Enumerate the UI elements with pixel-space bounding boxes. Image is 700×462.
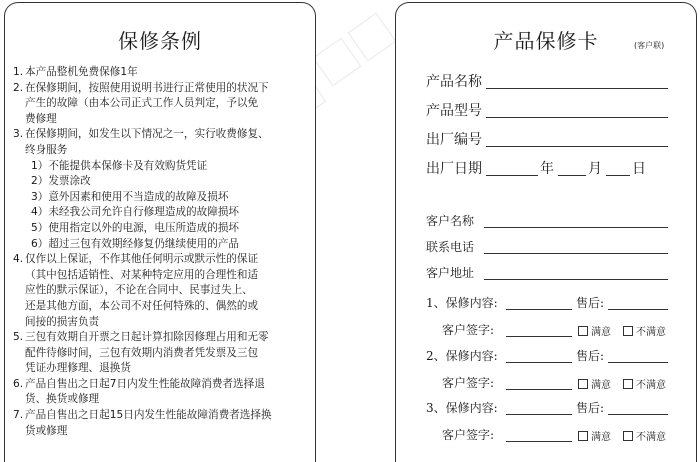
terms-line-text: 5）使用指定以外的电源，电压所造成的损坏 — [31, 221, 240, 234]
repair-1-after-field[interactable] — [608, 309, 668, 310]
terms-line-text: 三包有效期自开票之日起计算扣除因修理占用和无零 — [25, 331, 269, 344]
repair-3-sign-field[interactable] — [506, 441, 572, 442]
customer-name-label: 客户名称 — [426, 214, 475, 228]
serial-no-field[interactable] — [486, 146, 668, 147]
repair-3-content-field[interactable] — [506, 414, 572, 415]
repair-2-after-label: 售后: — [576, 349, 605, 363]
terms-line-text: （其中包括适销性、对某种特定应用的合理性和适 — [25, 268, 259, 281]
terms-line-number: 6. — [13, 377, 24, 390]
terms-line-text: 在保修期间，如发生以下情况之一，实行收费修复、 — [25, 128, 269, 141]
repair-2-after-field[interactable] — [608, 362, 668, 363]
repair-2-sign-field[interactable] — [506, 389, 572, 390]
terms-line-text: 产生的故障（由本公司正式工作人员判定，予以免 — [25, 97, 259, 110]
terms-line-text: 6）超过三包有效期经修复仍继续使用的产品 — [31, 237, 240, 250]
repair-2-label: 2、保修内容: — [426, 349, 498, 363]
repair-1-label: 1、保修内容: — [426, 296, 498, 310]
terms-line — [13, 65, 313, 81]
repair-3-after-label: 售后: — [576, 401, 605, 415]
day-label: 日 — [632, 161, 646, 177]
terms-line — [13, 299, 313, 315]
customer-name-field[interactable] — [484, 227, 668, 228]
terms-line-text: 2）发票涂改 — [31, 175, 91, 188]
card-title: 产品保修卡 — [493, 29, 599, 53]
customer-address-label: 客户地址 — [426, 266, 475, 280]
terms-line-text: 产品自售出之日起15日内发生性能故障消费者选择换 — [25, 409, 272, 422]
terms-line — [13, 174, 313, 190]
serial-no-label: 出厂编号 — [426, 132, 482, 148]
terms-line — [13, 408, 313, 424]
repair-1-unsatisfied-checkbox[interactable]: 不满意 — [623, 323, 666, 338]
repair-3-sign-label: 客户签字: — [442, 428, 495, 442]
terms-line-number: 7. — [13, 409, 24, 422]
terms-line — [13, 143, 313, 159]
terms-line — [13, 361, 313, 377]
contact-phone-label: 联系电话 — [426, 240, 475, 254]
repair-3-label: 3、保修内容: — [426, 401, 498, 415]
terms-line — [13, 377, 313, 393]
repair-3-satisfied-checkbox[interactable]: 满意 — [578, 428, 611, 443]
terms-line — [13, 346, 313, 362]
terms-line-text: 1）不能提供本保修卡及有效购货凭证 — [31, 159, 208, 172]
repair-2-sign-label: 客户签字: — [442, 376, 495, 390]
terms-line-text: 配件待修时间，三包有效期内消费者凭发票及三包 — [25, 346, 259, 359]
terms-line-text: 仅作以上保证，不作其他任何明示或默示性的保证 — [25, 253, 259, 266]
product-name-field[interactable] — [486, 88, 668, 89]
repair-1-sign-field[interactable] — [506, 336, 572, 337]
terms-line-text: 应性的默示保证），不论在合同中、民事过失上、 — [25, 284, 253, 297]
terms-line-text: 终身服务 — [25, 143, 68, 156]
terms-line-text: 4）未经我公司允许自行修理造成的故障损坏 — [31, 206, 240, 219]
repair-1-content-field[interactable] — [506, 309, 572, 310]
repair-1-satisfied-checkbox[interactable]: 满意 — [578, 323, 611, 338]
warranty-card — [395, 2, 697, 462]
terms-line — [13, 127, 313, 143]
terms-line — [13, 268, 313, 284]
terms-line-text: 产品自售出之日起7日内发生性能故障消费者选择退 — [25, 377, 265, 390]
customer-address-field[interactable] — [484, 279, 668, 280]
terms-line — [13, 237, 313, 253]
year-label: 年 — [540, 161, 554, 177]
repair-1-after-label: 售后: — [576, 296, 605, 310]
repair-3-unsatisfied-checkbox[interactable]: 不满意 — [623, 428, 666, 443]
terms-line — [13, 159, 313, 175]
terms-line-text: 本产品整机免费保修1年 — [25, 66, 138, 78]
terms-line-text: 在保修期间，按照使用说明书进行正常使用的状况下 — [25, 81, 269, 94]
product-model-label: 产品型号 — [426, 103, 482, 119]
factory-date-label: 出厂日期 — [426, 161, 482, 177]
month-label: 月 — [588, 161, 602, 177]
terms-line — [13, 252, 313, 268]
repair-3-after-field[interactable] — [608, 414, 668, 415]
terms-line-number: 3. — [13, 128, 24, 141]
product-name-label: 产品名称 — [426, 74, 482, 90]
repair-2-unsatisfied-checkbox[interactable]: 不满意 — [623, 376, 666, 391]
contact-phone-field[interactable] — [484, 253, 668, 254]
warranty-terms-card — [4, 2, 316, 462]
repair-1-sign-label: 客户签字: — [442, 323, 495, 337]
factory-year-field[interactable] — [486, 175, 538, 176]
terms-line — [13, 330, 313, 346]
terms-line — [13, 392, 313, 408]
terms-line-number: 4. — [13, 253, 24, 266]
terms-line — [13, 283, 313, 299]
terms-line-text: 费修理 — [25, 112, 57, 125]
copy-label: (客户联) — [634, 41, 665, 50]
terms-line-text: 3）意外因素和使用不当造成的故障及损坏 — [31, 190, 229, 203]
terms-line — [13, 221, 313, 237]
terms-line — [13, 190, 313, 206]
repair-2-content-field[interactable] — [506, 362, 572, 363]
terms-line-number: 1. — [13, 66, 24, 78]
terms-line — [13, 96, 313, 112]
terms-line — [13, 205, 313, 221]
terms-line-text: 还是其他方面，本公司不对任何特殊的、偶然的或 — [25, 299, 259, 312]
product-model-field[interactable] — [486, 117, 668, 118]
terms-line — [13, 315, 313, 331]
terms-list — [13, 65, 313, 439]
terms-line — [13, 81, 313, 97]
terms-line — [13, 112, 313, 128]
terms-title: 保修条例 — [118, 29, 202, 53]
terms-line-text: 凭证办理修理、退换货 — [25, 362, 131, 375]
terms-line-number: 5. — [13, 331, 24, 344]
terms-line-number: 2. — [13, 81, 24, 94]
terms-line-text: 间接的损害负责 — [25, 315, 100, 328]
factory-day-field[interactable] — [606, 175, 630, 176]
factory-month-field[interactable] — [558, 175, 586, 176]
terms-line-text: 货或修理 — [25, 424, 68, 437]
terms-line-text: 货、换货或修理 — [25, 393, 100, 406]
repair-2-satisfied-checkbox[interactable]: 满意 — [578, 376, 611, 391]
terms-line — [13, 424, 313, 440]
